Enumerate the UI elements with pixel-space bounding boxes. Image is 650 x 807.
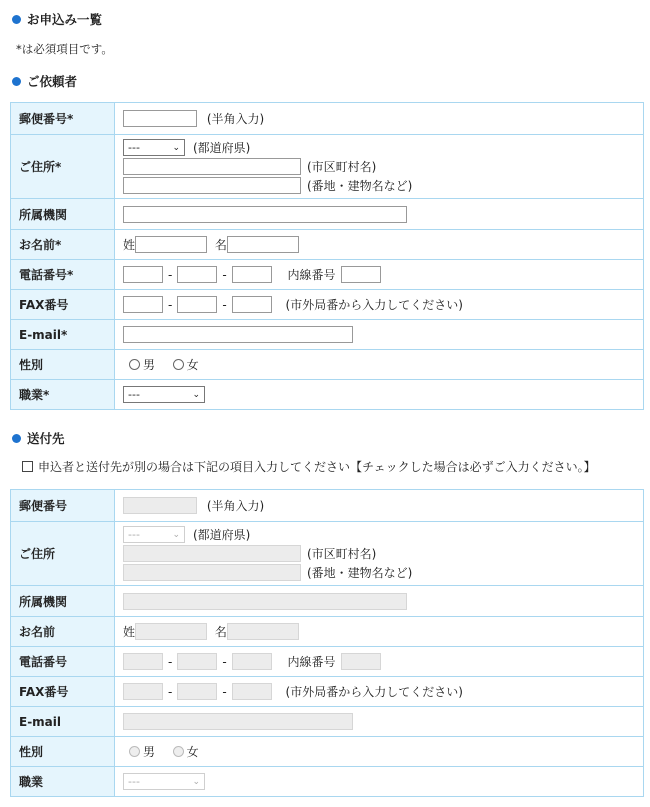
page-title-text: お申込み一覧: [27, 12, 103, 27]
label-email: E-mail: [11, 707, 115, 737]
street-note: (番地・建物名など): [307, 179, 413, 193]
dest-phone-part2-input[interactable]: [177, 653, 217, 670]
dest-extension-input[interactable]: [341, 653, 381, 670]
row-email: [11, 320, 644, 350]
select-value: ---: [128, 388, 140, 401]
city-input[interactable]: [123, 158, 301, 175]
label-postal: 郵便番号*: [11, 103, 115, 135]
dest-last-name-input[interactable]: [135, 623, 207, 640]
label-name: お名前: [11, 617, 115, 647]
prefecture-select[interactable]: [123, 139, 185, 156]
extension-label: 内線番号: [287, 655, 336, 669]
bullet-dot-icon: [12, 15, 21, 24]
fax-note: (市外局番から入力してください): [285, 685, 463, 699]
dash-separator: -: [168, 684, 173, 699]
label-gender: 性別: [11, 350, 115, 380]
label-fax: FAX番号: [11, 290, 115, 320]
row-postal: [11, 103, 644, 135]
destination-form-table: [10, 489, 644, 797]
dash-separator: -: [168, 267, 173, 282]
row-job: [11, 767, 644, 797]
dest-fax-part1-input[interactable]: [123, 683, 163, 700]
requester-form-table: [10, 102, 644, 410]
select-value: ---: [128, 141, 140, 154]
gender-female-label: 女: [186, 358, 199, 372]
city-note: (市区町村名): [307, 160, 377, 174]
dest-city-input[interactable]: [123, 545, 301, 562]
dest-postal-code-input[interactable]: [123, 497, 197, 514]
phone-part2-input[interactable]: [177, 266, 217, 283]
section-heading-text: 送付先: [27, 431, 65, 446]
prefecture-note: (都道府県): [193, 141, 251, 155]
row-fax: [11, 290, 644, 320]
row-name: [11, 230, 644, 260]
street-input[interactable]: [123, 177, 301, 194]
chevron-down-icon: ⌄: [172, 142, 180, 153]
dest-fax-part2-input[interactable]: [177, 683, 217, 700]
first-name-input[interactable]: [227, 236, 299, 253]
row-name: [11, 617, 644, 647]
last-name-input[interactable]: [135, 236, 207, 253]
occupation-select[interactable]: [123, 386, 205, 403]
dest-occupation-select[interactable]: [123, 773, 205, 790]
halfwidth-note: (半角入力): [206, 499, 265, 513]
dash-separator: -: [222, 267, 227, 282]
dash-separator: -: [222, 654, 227, 669]
sei-label: 姓: [123, 238, 136, 252]
row-postal: [11, 490, 644, 522]
street-note: (番地・建物名など): [307, 566, 413, 580]
fax-part2-input[interactable]: [177, 296, 217, 313]
prefecture-note: (都道府県): [193, 528, 251, 542]
label-address: ご住所: [11, 522, 115, 586]
gender-female-label: 女: [186, 745, 199, 759]
row-gender: [11, 737, 644, 767]
different-destination-checkbox[interactable]: [22, 461, 33, 472]
label-postal: 郵便番号: [11, 490, 115, 522]
organization-input[interactable]: [123, 206, 407, 223]
dest-prefecture-select[interactable]: [123, 526, 185, 543]
required-note: *は必須項目です。: [16, 42, 113, 56]
dash-separator: -: [168, 297, 173, 312]
gender-male-radio[interactable]: [129, 359, 140, 370]
label-address: ご住所*: [11, 135, 115, 199]
gender-male-label: 男: [143, 745, 156, 759]
dash-separator: -: [222, 684, 227, 699]
mei-label: 名: [214, 625, 227, 639]
city-note: (市区町村名): [307, 547, 377, 561]
select-value: ---: [128, 528, 140, 541]
different-destination-checkbox-row: [22, 458, 596, 475]
dash-separator: -: [168, 654, 173, 669]
extension-input[interactable]: [341, 266, 381, 283]
chevron-down-icon: ⌄: [172, 529, 180, 540]
halfwidth-note: (半角入力): [206, 112, 265, 126]
label-job: 職業: [11, 767, 115, 797]
dest-gender-female-radio[interactable]: [173, 746, 184, 757]
label-phone: 電話番号: [11, 647, 115, 677]
label-org: 所属機関: [11, 586, 115, 617]
dest-email-input[interactable]: [123, 713, 353, 730]
section-heading-text: ご依頼者: [27, 74, 78, 89]
phone-part3-input[interactable]: [232, 266, 272, 283]
row-org: [11, 199, 644, 230]
bullet-dot-icon: [12, 434, 21, 443]
row-email: [11, 707, 644, 737]
label-fax: FAX番号: [11, 677, 115, 707]
dest-phone-part3-input[interactable]: [232, 653, 272, 670]
dash-separator: -: [222, 297, 227, 312]
mei-label: 名: [214, 238, 227, 252]
chevron-down-icon: ⌄: [192, 776, 200, 787]
select-value: ---: [128, 775, 140, 788]
section-heading-destination: [12, 429, 65, 447]
label-name: お名前*: [11, 230, 115, 260]
phone-part1-input[interactable]: [123, 266, 163, 283]
dest-gender-male-radio[interactable]: [129, 746, 140, 757]
row-fax: [11, 677, 644, 707]
email-input[interactable]: [123, 326, 353, 343]
label-org: 所属機関: [11, 199, 115, 230]
dest-first-name-input[interactable]: [227, 623, 299, 640]
fax-note: (市外局番から入力してください): [285, 298, 463, 312]
dest-phone-part1-input[interactable]: [123, 653, 163, 670]
fax-part1-input[interactable]: [123, 296, 163, 313]
row-job: [11, 380, 644, 410]
section-heading-requester: [12, 72, 77, 90]
row-org: [11, 586, 644, 617]
row-address: [11, 522, 644, 586]
label-email: E-mail*: [11, 320, 115, 350]
row-address: [11, 135, 644, 199]
label-phone: 電話番号*: [11, 260, 115, 290]
dest-fax-part3-input[interactable]: [232, 683, 272, 700]
row-phone: [11, 647, 644, 677]
row-phone: [11, 260, 644, 290]
row-gender: [11, 350, 644, 380]
bullet-dot-icon: [12, 77, 21, 86]
label-job: 職業*: [11, 380, 115, 410]
fax-part3-input[interactable]: [232, 296, 272, 313]
page-title: [12, 10, 102, 28]
different-destination-label: 申込者と送付先が別の場合は下記の項目入力してください【チェックした場合は必ずご入力ください。】: [38, 460, 596, 474]
gender-male-label: 男: [143, 358, 156, 372]
gender-female-radio[interactable]: [173, 359, 184, 370]
extension-label: 内線番号: [287, 268, 336, 282]
sei-label: 姓: [123, 625, 136, 639]
chevron-down-icon: ⌄: [192, 389, 200, 400]
dest-organization-input[interactable]: [123, 593, 407, 610]
dest-street-input[interactable]: [123, 564, 301, 581]
postal-code-input[interactable]: [123, 110, 197, 127]
label-gender: 性別: [11, 737, 115, 767]
